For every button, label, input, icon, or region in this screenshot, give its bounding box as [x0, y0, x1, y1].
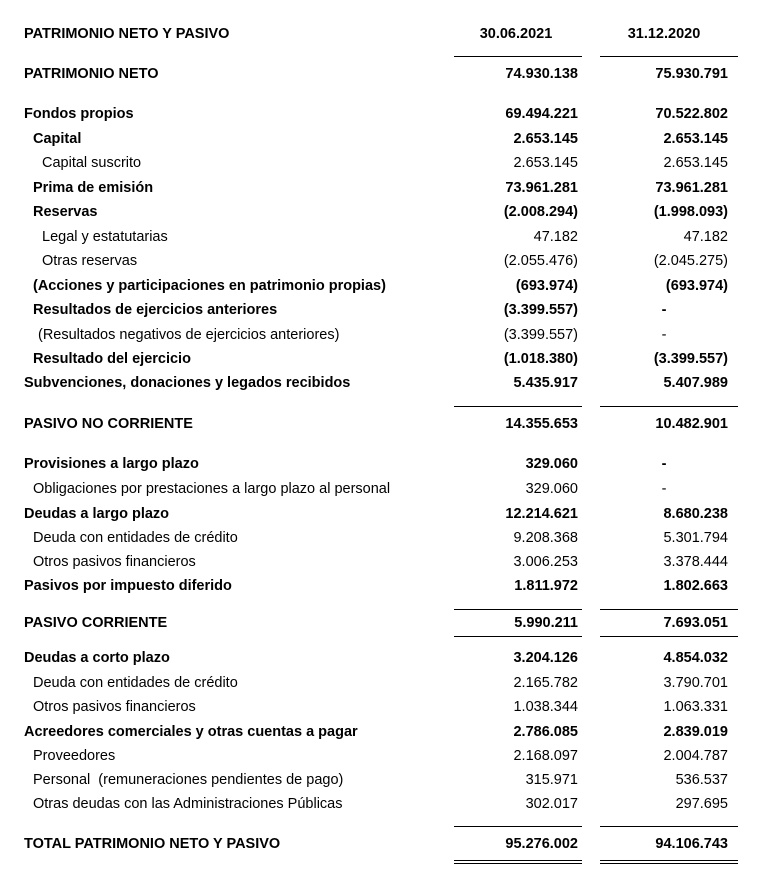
row-label: PASIVO CORRIENTE: [24, 615, 168, 631]
header-col-2020: 31.12.2020: [627, 26, 701, 42]
value-2021: 69.494.221: [505, 106, 578, 122]
value-2021: 14.355.653: [505, 416, 578, 432]
section-rule: [454, 56, 582, 57]
row-label: Subvenciones, donaciones y legados recibidos: [24, 375, 351, 391]
value-2020: 8.680.238: [663, 506, 728, 522]
row-label: Deudas a corto plazo: [24, 650, 170, 666]
row-label: Legal y estatutarias: [42, 229, 168, 245]
section-rule: [600, 406, 738, 407]
value-2020: 70.522.802: [655, 106, 728, 122]
section-rule: [454, 636, 582, 637]
header-col-2021: 30.06.2021: [479, 26, 553, 42]
section-rule: [600, 636, 738, 637]
value-2020: 1.063.331: [663, 699, 728, 715]
row-acreedores-comerciales: [0, 721, 762, 743]
table-header: [0, 23, 762, 45]
value-2021: 2.653.145: [513, 131, 578, 147]
row-label: Pasivos por impuesto diferido: [24, 578, 232, 594]
row-pasivo-corriente: [0, 612, 762, 634]
value-2021: 95.276.002: [505, 836, 578, 852]
value-2020: 4.854.032: [663, 650, 728, 666]
total-top-rule: [454, 826, 582, 827]
value-2021: 315.971: [525, 772, 578, 788]
row-label: Otras deudas con las Administraciones Públicas: [33, 796, 343, 812]
row-otros-pasivos-financieros-cp: [0, 696, 762, 718]
value-2020: -: [661, 481, 667, 497]
row-resultado-ejercicio: [0, 348, 762, 370]
value-2020: 7.693.051: [663, 615, 728, 631]
row-label: Deuda con entidades de crédito: [33, 530, 238, 546]
value-2021: 9.208.368: [513, 530, 578, 546]
row-label: Obligaciones por prestaciones a largo plazo al personal: [33, 481, 391, 497]
row-total: [0, 833, 762, 855]
value-2021: 329.060: [525, 481, 578, 497]
section-rule: [454, 406, 582, 407]
row-label: Personal (remuneraciones pendientes de pago): [33, 772, 344, 788]
value-2021: 3.006.253: [513, 554, 578, 570]
value-2020: 3.790.701: [663, 675, 728, 691]
row-proveedores: [0, 745, 762, 767]
header-title: PATRIMONIO NETO Y PASIVO: [24, 26, 230, 42]
row-label: Otros pasivos financieros: [33, 699, 196, 715]
row-deudas-corto-plazo: [0, 647, 762, 669]
value-2021: (3.399.557): [503, 302, 578, 318]
value-2020: 47.182: [683, 229, 728, 245]
value-2020: -: [661, 327, 667, 343]
value-2020: 5.301.794: [663, 530, 728, 546]
total-bottom-rule-double: [600, 863, 738, 864]
row-label: PATRIMONIO NETO: [24, 66, 159, 82]
value-2020: 297.695: [675, 796, 728, 812]
value-2021: 5.990.211: [514, 615, 578, 631]
value-2020: 2.653.145: [663, 155, 728, 171]
value-2020: (693.974): [665, 278, 728, 294]
value-2021: 1.811.972: [514, 578, 578, 594]
value-2020: 73.961.281: [655, 180, 728, 196]
value-2021: 3.204.126: [513, 650, 578, 666]
row-label: Prima de emisión: [33, 180, 154, 196]
total-bottom-rule: [600, 860, 738, 861]
value-2021: 302.017: [525, 796, 578, 812]
value-2021: 47.182: [533, 229, 578, 245]
row-label: Acreedores comerciales y otras cuentas a pagar: [24, 724, 358, 740]
value-2021: (2.008.294): [503, 204, 578, 220]
value-2020: -: [661, 456, 667, 472]
value-2020: 2.839.019: [663, 724, 728, 740]
value-2020: -: [661, 302, 667, 318]
section-rule: [454, 609, 582, 610]
value-2020: (2.045.275): [653, 253, 728, 269]
row-deuda-entidades-credito-cp: [0, 672, 762, 694]
row-obligaciones-personal: [0, 478, 762, 500]
value-2021: 12.214.621: [505, 506, 578, 522]
row-label: Provisiones a largo plazo: [24, 456, 199, 472]
row-subvenciones: [0, 372, 762, 394]
row-label: PASIVO NO CORRIENTE: [24, 416, 193, 432]
row-pasivos-impuesto-diferido: [0, 575, 762, 597]
row-label: Deuda con entidades de crédito: [33, 675, 238, 691]
row-label: Deudas a largo plazo: [24, 506, 170, 522]
row-label: TOTAL PATRIMONIO NETO Y PASIVO: [24, 836, 281, 852]
row-label: Reservas: [33, 204, 98, 220]
row-pasivo-no-corriente: [0, 413, 762, 435]
value-2020: 2.653.145: [663, 131, 728, 147]
row-label: Otros pasivos financieros: [33, 554, 196, 570]
value-2020: 1.802.663: [663, 578, 728, 594]
row-label: (Acciones y participaciones en patrimonio propias): [33, 278, 386, 294]
row-resultados-ejercicios-anteriores: [0, 299, 762, 321]
row-label: Proveedores: [33, 748, 116, 764]
value-2020: 94.106.743: [655, 836, 728, 852]
row-acciones-propias: [0, 275, 762, 297]
value-2020: 5.407.989: [663, 375, 728, 391]
row-reservas: [0, 201, 762, 223]
row-label: Capital: [33, 131, 82, 147]
value-2020: 536.537: [675, 772, 728, 788]
row-deudas-largo-plazo: [0, 503, 762, 525]
value-2020: (1.998.093): [653, 204, 728, 220]
row-otros-pasivos-financieros-lp: [0, 551, 762, 573]
row-legal-estatutarias: [0, 226, 762, 248]
row-capital: [0, 128, 762, 150]
row-label: Capital suscrito: [42, 155, 142, 171]
value-2021: 74.930.138: [505, 66, 578, 82]
section-rule: [600, 56, 738, 57]
row-prima-emision: [0, 177, 762, 199]
value-2020: (3.399.557): [653, 351, 728, 367]
value-2021: (3.399.557): [503, 327, 578, 343]
value-2021: (693.974): [515, 278, 578, 294]
value-2021: 2.168.097: [513, 748, 578, 764]
value-2021: 2.786.085: [513, 724, 578, 740]
row-patrimonio-neto: [0, 63, 762, 85]
value-2021: 1.038.344: [513, 699, 578, 715]
row-label: Resultados de ejercicios anteriores: [33, 302, 278, 318]
total-bottom-rule: [454, 860, 582, 861]
total-top-rule: [600, 826, 738, 827]
row-capital-suscrito: [0, 152, 762, 174]
row-otras-reservas: [0, 250, 762, 272]
row-label: Fondos propios: [24, 106, 134, 122]
value-2021: (1.018.380): [503, 351, 578, 367]
row-otras-deudas-administraciones: [0, 793, 762, 815]
value-2021: 73.961.281: [505, 180, 578, 196]
value-2020: 3.378.444: [663, 554, 728, 570]
row-fondos-propios: [0, 103, 762, 125]
value-2021: 329.060: [525, 456, 578, 472]
row-personal: [0, 769, 762, 791]
row-resultados-negativos: [0, 324, 762, 346]
value-2020: 75.930.791: [655, 66, 728, 82]
row-label: Resultado del ejercicio: [33, 351, 191, 367]
row-deuda-entidades-credito-lp: [0, 527, 762, 549]
value-2021: 2.165.782: [513, 675, 578, 691]
row-label: Otras reservas: [42, 253, 138, 269]
row-label: (Resultados negativos de ejercicios anteriores): [38, 327, 340, 343]
row-provisiones-largo-plazo: [0, 453, 762, 475]
value-2021: 2.653.145: [513, 155, 578, 171]
section-rule: [600, 609, 738, 610]
value-2021: (2.055.476): [503, 253, 578, 269]
value-2020: 10.482.901: [655, 416, 728, 432]
total-bottom-rule-double: [454, 863, 582, 864]
value-2020: 2.004.787: [663, 748, 728, 764]
value-2021: 5.435.917: [513, 375, 578, 391]
